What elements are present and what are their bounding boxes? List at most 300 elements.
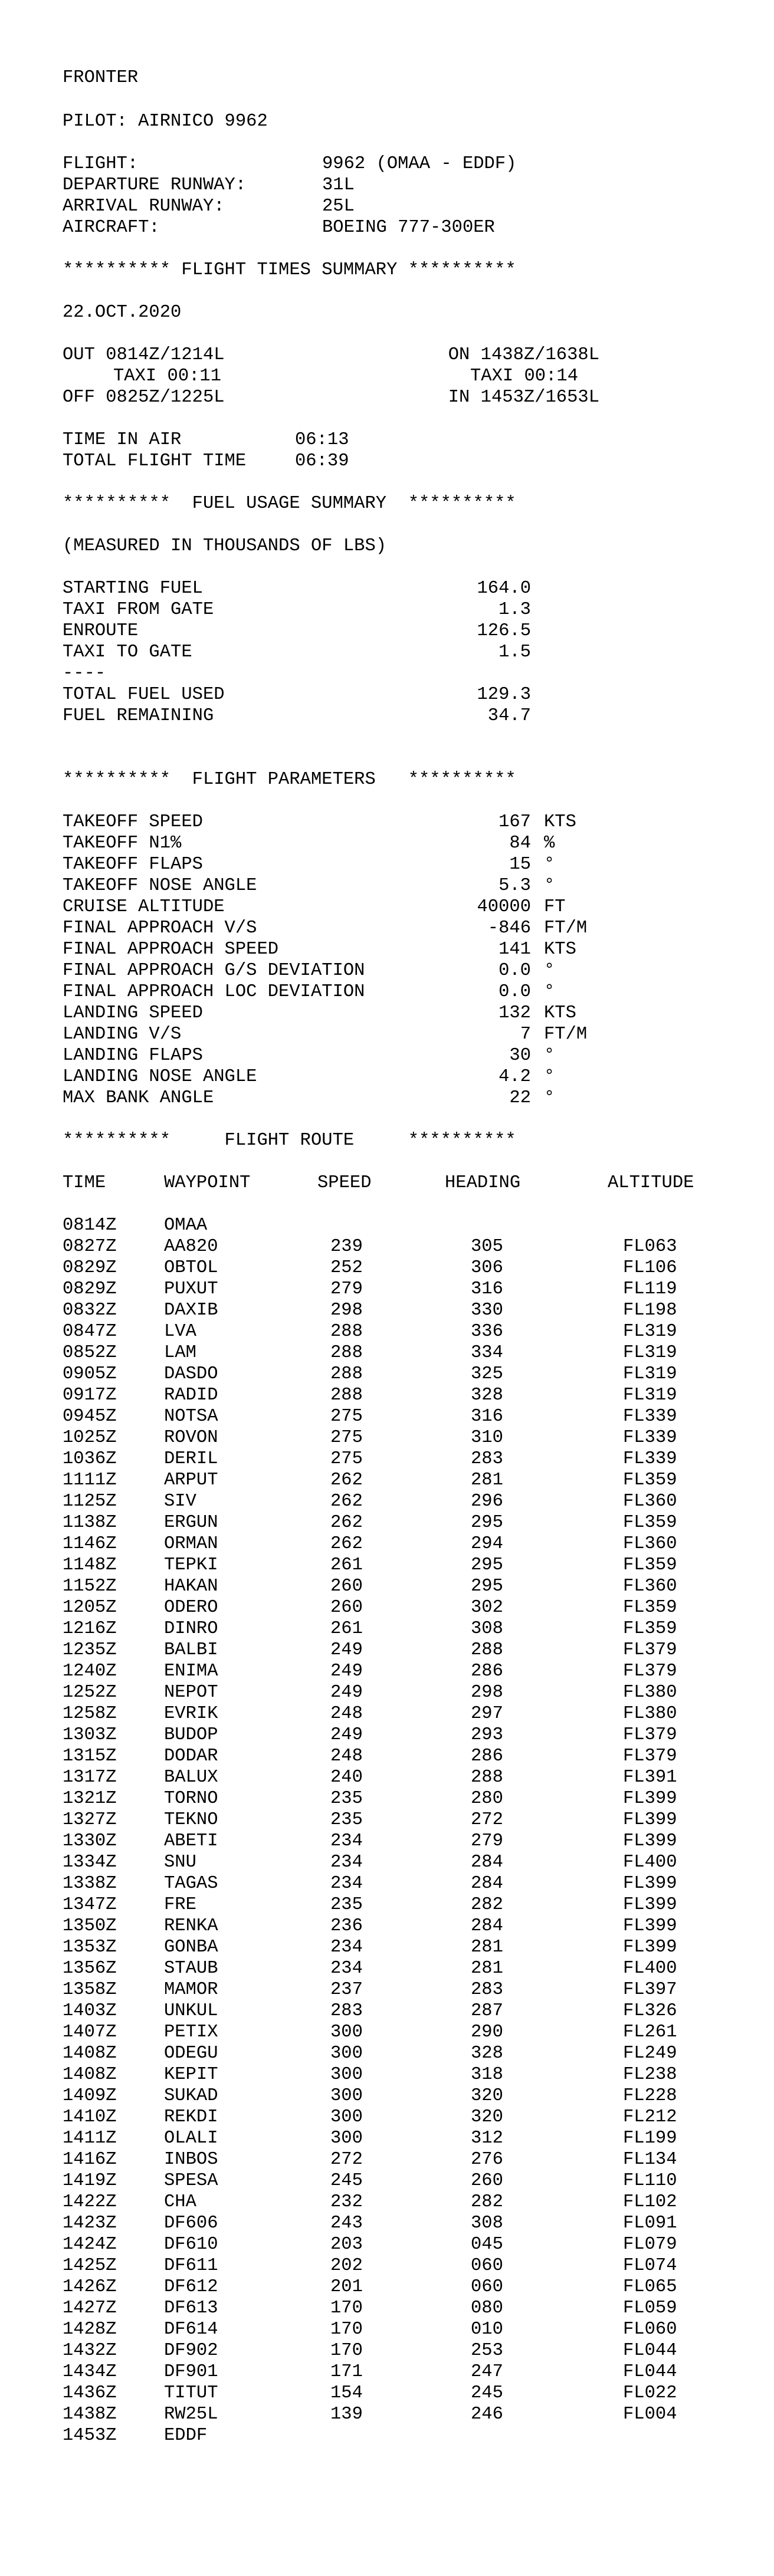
route-altitude: FL339 [623,1428,677,1448]
route-altitude: FL079 [623,2235,677,2255]
route-time: 1356Z [63,1959,117,1979]
route-time: 1111Z [63,1470,117,1490]
route-heading: 060 [471,2277,503,2297]
route-waypoint: LVA [164,1322,196,1342]
fuel-value: 1.5 [498,642,531,662]
route-altitude: FL359 [623,1555,677,1575]
route-speed: 275 [330,1407,363,1427]
route-waypoint: TEKNO [164,1810,218,1830]
route-altitude: FL399 [623,1831,677,1851]
route-speed: 232 [330,2192,363,2212]
route-heading: 272 [471,1810,503,1830]
arrival-runway-value: 25L [322,196,355,216]
fuel-total-value: 129.3 [477,685,531,705]
route-altitude: FL326 [623,2001,677,2021]
route-altitude: FL379 [623,1640,677,1660]
route-altitude: FL091 [623,2213,677,2233]
fuel-label: TAXI FROM GATE [63,600,214,620]
fuel-units-note: (MEASURED IN THOUSANDS OF LBS) [63,536,387,556]
route-waypoint: BALUX [164,1767,218,1788]
route-altitude: FL399 [623,1874,677,1894]
fuel-separator: ---- [63,663,106,684]
route-waypoint: DF612 [164,2277,218,2297]
param-value: 5.3 [498,876,531,896]
route-heading: 316 [471,1407,503,1427]
route-waypoint: EVRIK [164,1704,218,1724]
param-value: 4.2 [498,1067,531,1087]
route-waypoint: FRE [164,1895,196,1915]
route-speed: 236 [330,1916,363,1936]
route-waypoint: DF610 [164,2235,218,2255]
route-time: 1125Z [63,1491,117,1512]
route-time: 0917Z [63,1385,117,1405]
arrival-runway-label: ARRIVAL RUNWAY: [63,196,225,216]
route-waypoint: ODEGU [164,2043,218,2064]
route-time: 1146Z [63,1534,117,1554]
route-time: 1422Z [63,2192,117,2212]
route-time: 1409Z [63,2086,117,2106]
departure-runway-label: DEPARTURE RUNWAY: [63,175,247,195]
route-altitude: FL400 [623,1959,677,1979]
route-altitude: FL319 [623,1322,677,1342]
route-time: 1152Z [63,1576,117,1596]
route-time: 0832Z [63,1300,117,1320]
route-time: 0847Z [63,1322,117,1342]
param-label: LANDING V/S [63,1024,182,1044]
route-heading: 045 [471,2235,503,2255]
route-altitude: FL134 [623,2150,677,2170]
taxi-in-time: TAXI 00:14 [470,366,578,386]
route-altitude: FL339 [623,1407,677,1427]
route-speed: 300 [330,2022,363,2042]
route-waypoint: DERIL [164,1449,218,1469]
report-date: 22.OCT.2020 [63,303,182,323]
route-heading: 298 [471,1683,503,1703]
fuel-value: 126.5 [477,621,531,641]
route-waypoint: SIV [164,1491,196,1512]
route-heading: 334 [471,1343,503,1363]
route-waypoint: UNKUL [164,2001,218,2021]
route-speed: 203 [330,2235,363,2255]
route-speed: 245 [330,2171,363,2191]
route-heading: 328 [471,2043,503,2064]
route-time: 1453Z [63,2426,117,2446]
route-heading: 297 [471,1704,503,1724]
route-speed: 248 [330,1704,363,1724]
route-altitude: FL119 [623,1279,677,1299]
route-waypoint: OMAA [164,1215,208,1236]
route-heading: 308 [471,1619,503,1639]
out-time: OUT 0814Z/1214L [63,345,225,365]
route-waypoint: NOTSA [164,1407,218,1427]
route-speed: 300 [330,2107,363,2127]
route-altitude: FL319 [623,1364,677,1384]
route-speed: 235 [330,1810,363,1830]
param-label: FINAL APPROACH SPEED [63,939,279,960]
route-speed: 243 [330,2213,363,2233]
route-altitude: FL063 [623,1237,677,1257]
route-heading: 276 [471,2150,503,2170]
route-time: 1353Z [63,1937,117,1957]
route-heading: 336 [471,1322,503,1342]
route-altitude: FL074 [623,2256,677,2276]
route-waypoint: DASDO [164,1364,218,1384]
route-altitude: FL044 [623,2362,677,2382]
route-waypoint: DF614 [164,2319,218,2340]
route-waypoint: RW25L [164,2404,218,2424]
route-altitude: FL339 [623,1449,677,1469]
route-waypoint: DF613 [164,2298,218,2318]
route-speed: 235 [330,1789,363,1809]
route-heading: 290 [471,2022,503,2042]
route-altitude: FL060 [623,2319,677,2340]
route-heading: 281 [471,1937,503,1957]
route-waypoint: PUXUT [164,1279,218,1299]
route-time: 0827Z [63,1237,117,1257]
route-time: 1321Z [63,1789,117,1809]
route-waypoint: BALBI [164,1640,218,1660]
route-time: 1432Z [63,2341,117,2361]
column-header-altitude: ALTITUDE [608,1173,694,1193]
param-unit: FT/M [544,1024,588,1044]
route-time: 1410Z [63,2107,117,2127]
route-waypoint: DINRO [164,1619,218,1639]
route-heading: 284 [471,1852,503,1872]
route-time: 1252Z [63,1683,117,1703]
route-time: 1327Z [63,1810,117,1830]
route-time: 1425Z [63,2256,117,2276]
on-time: ON 1438Z/1638L [448,345,599,365]
fuel-label: TAXI TO GATE [63,642,192,662]
route-speed: 235 [330,1895,363,1915]
route-speed: 234 [330,1874,363,1894]
route-time: 1407Z [63,2022,117,2042]
route-altitude: FL399 [623,1789,677,1809]
route-altitude: FL380 [623,1704,677,1724]
param-unit: FT [544,897,566,917]
route-waypoint: ROVON [164,1428,218,1448]
route-altitude: FL319 [623,1343,677,1363]
route-heading: 328 [471,1385,503,1405]
route-waypoint: EDDF [164,2426,208,2446]
departure-runway-value: 31L [322,175,355,195]
route-altitude: FL212 [623,2107,677,2127]
param-value: 7 [520,1024,531,1044]
flight-label: FLIGHT: [63,154,139,174]
route-waypoint: TORNO [164,1789,218,1809]
route-altitude: FL399 [623,1937,677,1957]
route-heading: 288 [471,1640,503,1660]
aircraft-label: AIRCRAFT: [63,218,160,238]
route-heading: 295 [471,1555,503,1575]
route-time: 1025Z [63,1428,117,1448]
param-unit: ° [544,855,555,875]
route-speed: 201 [330,2277,363,2297]
route-speed: 154 [330,2383,363,2403]
route-time: 1350Z [63,1916,117,1936]
route-speed: 261 [330,1555,363,1575]
param-unit: ° [544,982,555,1002]
route-speed: 262 [330,1513,363,1533]
route-altitude: FL379 [623,1746,677,1766]
time-in-air-value: 06:13 [295,430,349,450]
route-speed: 279 [330,1279,363,1299]
param-value: 40000 [477,897,531,917]
route-time: 0945Z [63,1407,117,1427]
route-altitude: FL261 [623,2022,677,2042]
fuel-value: 1.3 [498,600,531,620]
route-heading: 279 [471,1831,503,1851]
route-altitude: FL359 [623,1470,677,1490]
route-heading: 247 [471,2362,503,2382]
route-time: 1334Z [63,1852,117,1872]
route-waypoint: ODERO [164,1598,218,1618]
route-time: 1434Z [63,2362,117,2382]
route-heading: 246 [471,2404,503,2424]
route-altitude: FL059 [623,2298,677,2318]
route-heading: 295 [471,1513,503,1533]
route-altitude: FL359 [623,1513,677,1533]
route-waypoint: STAUB [164,1959,218,1979]
route-heading: 294 [471,1534,503,1554]
route-time: 1408Z [63,2065,117,2085]
carrier-name: FRONTER [63,68,139,88]
route-altitude: FL399 [623,1895,677,1915]
route-heading: 306 [471,1258,503,1278]
route-speed: 288 [330,1343,363,1363]
param-unit: % [544,833,555,853]
param-label: LANDING SPEED [63,1003,203,1023]
route-speed: 202 [330,2256,363,2276]
route-speed: 240 [330,1767,363,1788]
param-label: LANDING NOSE ANGLE [63,1067,257,1087]
route-time: 1403Z [63,2001,117,2021]
route-altitude: FL380 [623,1683,677,1703]
route-heading: 325 [471,1364,503,1384]
param-unit: ° [544,1046,555,1066]
route-heading: 310 [471,1428,503,1448]
route-time: 1240Z [63,1661,117,1681]
route-speed: 262 [330,1470,363,1490]
route-time: 1148Z [63,1555,117,1575]
route-header: ********** FLIGHT ROUTE ********** [63,1131,516,1151]
route-waypoint: ENIMA [164,1661,218,1681]
route-waypoint: AA820 [164,1237,218,1257]
route-waypoint: GONBA [164,1937,218,1957]
route-time: 1438Z [63,2404,117,2424]
param-label: FINAL APPROACH V/S [63,918,257,938]
route-time: 0829Z [63,1258,117,1278]
route-altitude: FL359 [623,1598,677,1618]
route-heading: 286 [471,1746,503,1766]
route-speed: 139 [330,2404,363,2424]
route-time: 1436Z [63,2383,117,2403]
time-in-air-label: TIME IN AIR [63,430,182,450]
in-time: IN 1453Z/1653L [448,387,599,408]
route-altitude: FL238 [623,2065,677,2085]
route-speed: 249 [330,1640,363,1660]
route-speed: 283 [330,2001,363,2021]
route-waypoint: KEPIT [164,2065,218,2085]
param-label: FINAL APPROACH G/S DEVIATION [63,961,365,981]
route-speed: 288 [330,1364,363,1384]
route-speed: 262 [330,1491,363,1512]
route-heading: 320 [471,2107,503,2127]
route-heading: 080 [471,2298,503,2318]
route-time: 1317Z [63,1767,117,1788]
route-waypoint: TAGAS [164,1874,218,1894]
route-time: 0814Z [63,1215,117,1236]
pilot-line: PILOT: AIRNICO 9962 [63,111,268,132]
route-time: 1330Z [63,1831,117,1851]
route-speed: 249 [330,1725,363,1745]
route-heading: 293 [471,1725,503,1745]
route-speed: 261 [330,1619,363,1639]
route-heading: 010 [471,2319,503,2340]
aircraft-value: BOEING 777-300ER [322,218,495,238]
route-altitude: FL397 [623,1980,677,2000]
route-heading: 330 [471,1300,503,1320]
route-waypoint: RENKA [164,1916,218,1936]
route-altitude: FL102 [623,2192,677,2212]
route-altitude: FL360 [623,1491,677,1512]
param-label: TAKEOFF SPEED [63,812,203,832]
route-heading: 260 [471,2171,503,2191]
route-speed: 171 [330,2362,363,2382]
route-speed: 234 [330,1959,363,1979]
route-time: 1416Z [63,2150,117,2170]
param-unit: ° [544,1067,555,1087]
route-heading: 282 [471,1895,503,1915]
route-time: 0905Z [63,1364,117,1384]
route-altitude: FL249 [623,2043,677,2064]
route-heading: 312 [471,2128,503,2148]
route-waypoint: SPESA [164,2171,218,2191]
column-header-speed: SPEED [317,1173,372,1193]
route-speed: 260 [330,1598,363,1618]
route-speed: 275 [330,1428,363,1448]
route-speed: 234 [330,1852,363,1872]
route-time: 1428Z [63,2319,117,2340]
route-waypoint: OBTOL [164,1258,218,1278]
route-time: 1408Z [63,2043,117,2064]
route-heading: 280 [471,1789,503,1809]
route-waypoint: ERGUN [164,1513,218,1533]
route-heading: 245 [471,2383,503,2403]
route-altitude: FL065 [623,2277,677,2297]
route-waypoint: RADID [164,1385,218,1405]
route-waypoint: ARPUT [164,1470,218,1490]
param-value: 167 [498,812,531,832]
route-waypoint: DODAR [164,1746,218,1766]
route-heading: 284 [471,1916,503,1936]
route-heading: 253 [471,2341,503,2361]
param-label: FINAL APPROACH LOC DEVIATION [63,982,365,1002]
route-waypoint: ORMAN [164,1534,218,1554]
route-altitude: FL360 [623,1576,677,1596]
route-time: 1205Z [63,1598,117,1618]
route-time: 1426Z [63,2277,117,2297]
param-value: 132 [498,1003,531,1023]
route-speed: 300 [330,2128,363,2148]
route-speed: 298 [330,1300,363,1320]
column-header-time: TIME [63,1173,106,1193]
route-heading: 295 [471,1576,503,1596]
flight-value: 9962 (OMAA - EDDF) [322,154,517,174]
route-waypoint: HAKAN [164,1576,218,1596]
route-speed: 170 [330,2319,363,2340]
param-unit: FT/M [544,918,588,938]
route-waypoint: ABETI [164,1831,218,1851]
route-heading: 282 [471,2192,503,2212]
param-value: 30 [509,1046,531,1066]
route-waypoint: DAXIB [164,1300,218,1320]
column-header-waypoint: WAYPOINT [164,1173,251,1193]
route-time: 0852Z [63,1343,117,1363]
route-altitude: FL228 [623,2086,677,2106]
route-waypoint: TEPKI [164,1555,218,1575]
route-heading: 318 [471,2065,503,2085]
route-time: 1303Z [63,1725,117,1745]
route-altitude: FL004 [623,2404,677,2424]
route-altitude: FL379 [623,1661,677,1681]
param-unit: KTS [544,939,576,960]
fuel-total-value: 34.7 [487,706,531,726]
param-unit: ° [544,961,555,981]
route-heading: 296 [471,1491,503,1512]
route-waypoint: DF606 [164,2213,218,2233]
route-time: 1423Z [63,2213,117,2233]
route-time: 1358Z [63,1980,117,2000]
route-altitude: FL360 [623,1534,677,1554]
route-time: 1315Z [63,1746,117,1766]
route-speed: 272 [330,2150,363,2170]
route-time: 1424Z [63,2235,117,2255]
route-speed: 248 [330,1746,363,1766]
route-waypoint: PETIX [164,2022,218,2042]
route-altitude: FL022 [623,2383,677,2403]
route-heading: 320 [471,2086,503,2106]
param-unit: ° [544,1088,555,1108]
param-unit: ° [544,876,555,896]
route-heading: 316 [471,1279,503,1299]
times-header: ********** FLIGHT TIMES SUMMARY ********** [63,260,516,280]
route-time: 1419Z [63,2171,117,2191]
route-time: 1338Z [63,1874,117,1894]
route-waypoint: SNU [164,1852,196,1872]
route-speed: 275 [330,1449,363,1469]
param-label: TAKEOFF N1% [63,833,182,853]
param-value: 141 [498,939,531,960]
param-unit: KTS [544,1003,576,1023]
route-time: 1216Z [63,1619,117,1639]
param-value: 84 [509,833,531,853]
param-value: 0.0 [498,961,531,981]
route-altitude: FL044 [623,2341,677,2361]
fuel-header: ********** FUEL USAGE SUMMARY ********** [63,494,516,514]
route-time: 1235Z [63,1640,117,1660]
route-time: 1347Z [63,1895,117,1915]
route-altitude: FL198 [623,1300,677,1320]
route-heading: 281 [471,1470,503,1490]
route-speed: 249 [330,1661,363,1681]
route-speed: 237 [330,1980,363,2000]
route-waypoint: BUDOP [164,1725,218,1745]
taxi-out-time: TAXI 00:11 [113,366,222,386]
route-waypoint: OLALI [164,2128,218,2148]
route-speed: 262 [330,1534,363,1554]
param-label: CRUISE ALTITUDE [63,897,225,917]
